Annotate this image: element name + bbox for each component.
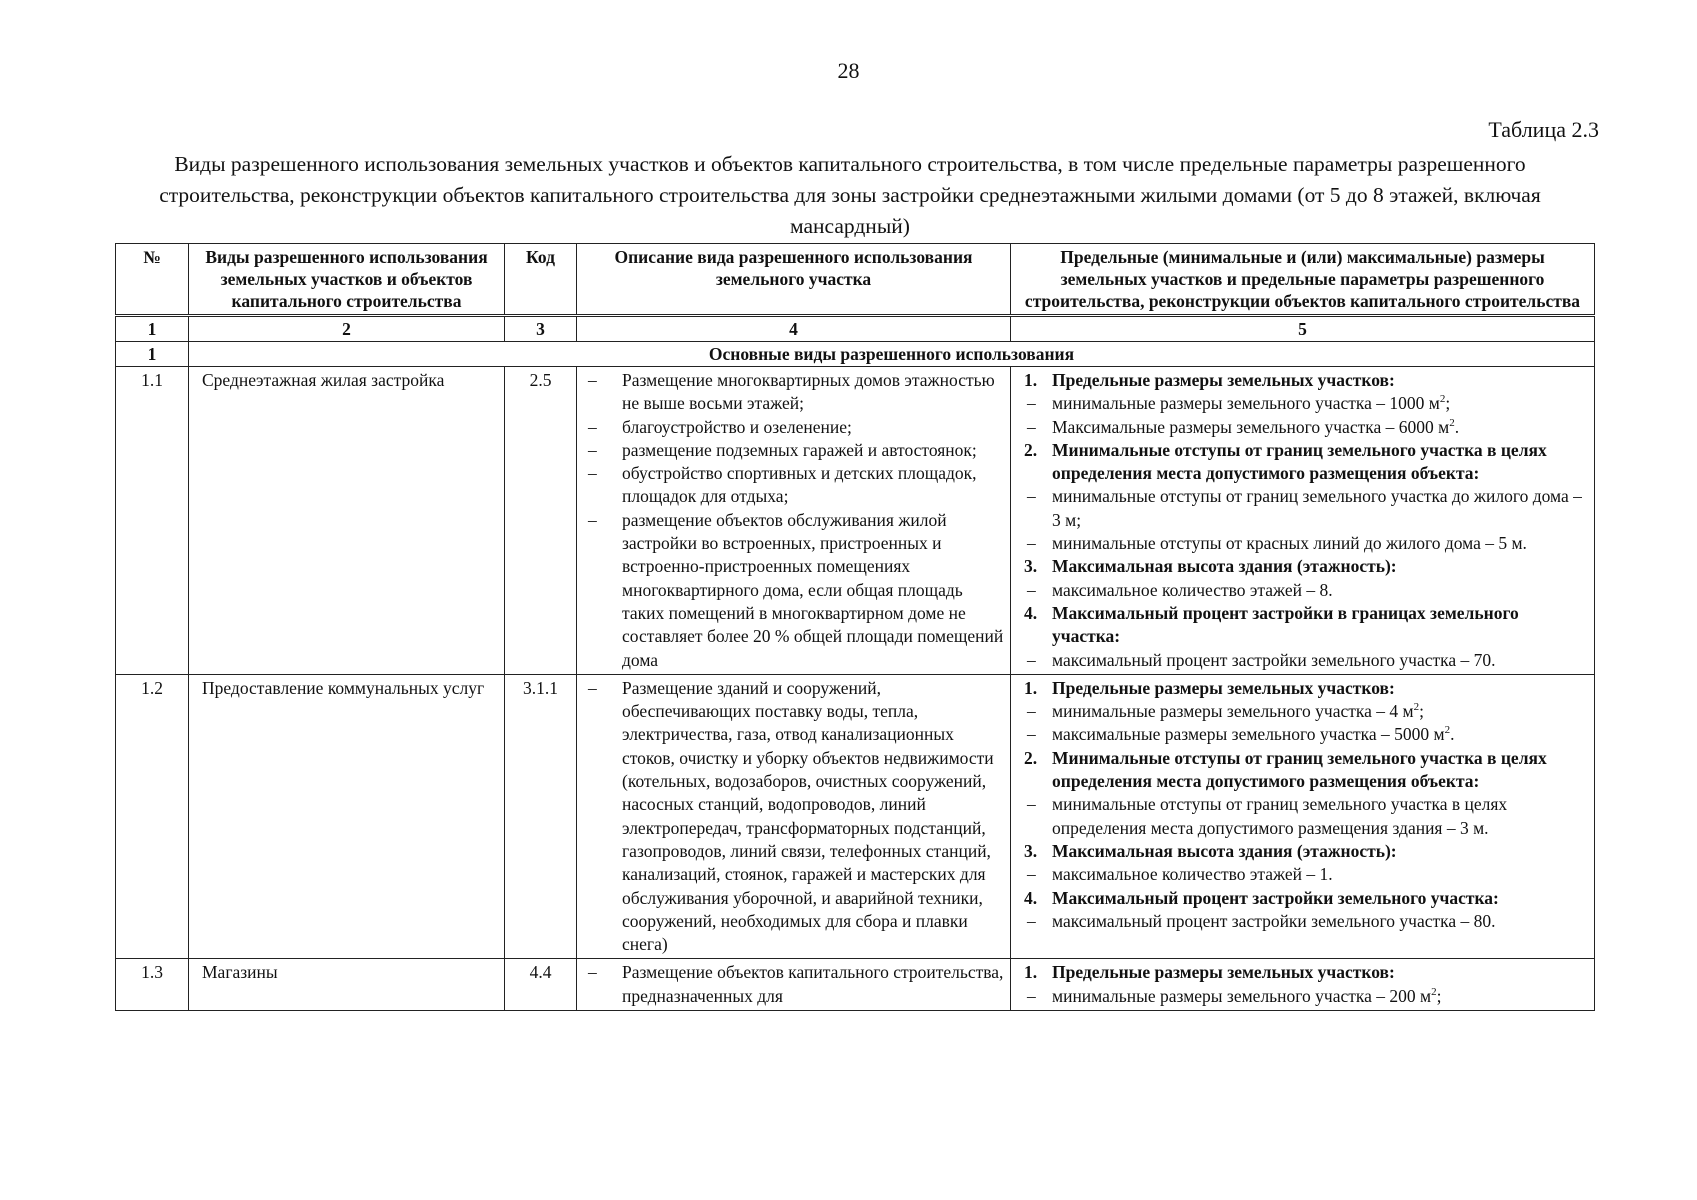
param-marker: – — [1027, 910, 1036, 931]
header-row — [116, 244, 1595, 316]
param-unit-superscript: 2 — [1431, 985, 1437, 998]
row-params — [1011, 959, 1595, 1011]
param-item — [1016, 485, 1589, 532]
param-item — [1016, 863, 1589, 886]
param-item — [1016, 985, 1589, 1008]
param-punctuation: ; — [1445, 393, 1451, 414]
param-marker: – — [1027, 486, 1036, 507]
row-number: 1.1 — [116, 367, 189, 675]
param-text: Предельные размеры земельных участков: — [1052, 370, 1395, 390]
section-title: Основные виды разрешенного использования — [189, 342, 1595, 367]
row-params — [1011, 367, 1595, 675]
param-text: минимальные отступы от границ земельного участка в целях определения места допустимого размещения здания – 3 м. — [1052, 794, 1508, 838]
param-text: максимальный процент застройки земельного участка – 80. — [1052, 910, 1496, 931]
description-item: – Размещение объектов капитального строительства, предназначенных для — [582, 961, 1005, 1008]
param-marker: – — [1027, 701, 1036, 722]
param-item — [1016, 910, 1589, 933]
param-text: максимальный процент застройки земельного участка – 70. — [1052, 649, 1496, 670]
description-item: – благоустройство и озеленение; — [582, 416, 1005, 439]
param-text: минимальные размеры земельного участка – 200 м — [1052, 985, 1432, 1006]
param-text: минимальные отступы от красных линий до жилого дома – 5 м. — [1052, 533, 1527, 554]
param-text: Предельные размеры земельных участков: — [1052, 677, 1395, 698]
param-marker: – — [1027, 649, 1036, 670]
param-punctuation: . — [1454, 416, 1460, 437]
param-text: Максимальный процент застройки земельного участка: — [1052, 887, 1499, 908]
param-heading — [1016, 369, 1589, 392]
description-item: – размещение объектов обслуживания жилой застройки во встроенных, пристроенных и встроенно-пристроенных помещениях многоквартирного дома, если общая площадь таких помещений в многоквартирном доме не составляет более 20 % общей площади помещений дома — [582, 509, 1005, 672]
param-heading — [1016, 677, 1589, 700]
param-marker: 3. — [1024, 840, 1038, 861]
param-item — [1016, 649, 1589, 672]
param-text: Предельные размеры земельных участков: — [1052, 962, 1395, 983]
param-text: максимальные размеры земельного участка – 5000 м — [1052, 724, 1445, 745]
param-marker: 1. — [1024, 962, 1038, 983]
param-marker: 3. — [1024, 556, 1038, 577]
row-params — [1011, 674, 1595, 959]
param-punctuation: . — [1450, 724, 1455, 745]
column-number: 2 — [189, 316, 505, 342]
param-marker: – — [1027, 724, 1036, 745]
param-text: Минимальные отступы от границ земельного участка в целях определения места допустимого размещения объекта: — [1052, 747, 1547, 792]
row-description — [577, 674, 1011, 959]
param-marker: 2. — [1024, 439, 1038, 460]
param-marker: – — [1027, 416, 1036, 437]
table-row — [116, 367, 1595, 675]
row-number: 1.2 — [116, 674, 189, 959]
param-text: максимальное количество этажей – 1. — [1052, 864, 1333, 885]
param-heading — [1016, 439, 1589, 486]
param-unit-superscript: 2 — [1413, 701, 1420, 714]
param-marker: 1. — [1024, 370, 1038, 390]
param-heading — [1016, 602, 1589, 649]
param-item — [1016, 392, 1589, 415]
param-item — [1016, 700, 1589, 723]
header-params: Предельные (минимальные и (или) максимальные) размеры земельных участков и предельные параметры разрешенного строительства, реконструкции объектов капитального строительства — [1011, 244, 1595, 316]
param-marker: – — [1027, 533, 1036, 554]
row-code: 3.1.1 — [505, 674, 577, 959]
param-unit-superscript: 2 — [1449, 416, 1455, 429]
param-marker: – — [1027, 393, 1036, 414]
param-text: минимальные размеры земельного участка – 1000 м — [1052, 393, 1440, 414]
param-heading — [1016, 887, 1589, 910]
param-heading — [1016, 747, 1589, 794]
header-code: Код — [505, 244, 577, 316]
row-use-name: Предоставление коммунальных услуг — [189, 674, 505, 959]
row-use-name: Среднеэтажная жилая застройка — [189, 367, 505, 675]
param-marker: 4. — [1024, 887, 1038, 908]
param-text: Максимальная высота здания (этажность): — [1052, 840, 1397, 861]
land-use-table — [115, 243, 1595, 1011]
row-use-name: Магазины — [189, 959, 505, 1011]
column-number: 3 — [505, 316, 577, 342]
param-text: минимальные размеры земельного участка – 4 м — [1052, 701, 1414, 722]
param-marker: 2. — [1024, 747, 1038, 768]
column-number: 5 — [1011, 316, 1595, 342]
param-marker: – — [1027, 794, 1036, 815]
header-name: Виды разрешенного использования земельных участков и объектов капитального строительства — [189, 244, 505, 316]
table-row — [116, 959, 1595, 1011]
row-description — [577, 367, 1011, 675]
param-item — [1016, 793, 1589, 840]
param-item — [1016, 416, 1589, 439]
description-item: – обустройство спортивных и детских площадок, площадок для отдыха; — [582, 462, 1005, 509]
column-number: 1 — [116, 316, 189, 342]
column-number: 4 — [577, 316, 1011, 342]
row-code: 4.4 — [505, 959, 577, 1011]
param-item — [1016, 579, 1589, 602]
description-item: – Размещение многоквартирных домов этажностью не выше восьми этажей; — [582, 369, 1005, 416]
param-heading — [1016, 961, 1589, 984]
param-heading — [1016, 555, 1589, 578]
param-unit-superscript: 2 — [1444, 724, 1451, 737]
row-code: 2.5 — [505, 367, 577, 675]
param-item — [1016, 723, 1589, 746]
param-text: Минимальные отступы от границ земельного участка в целях определения места допустимого размещения объекта: — [1052, 439, 1547, 484]
table-caption: Виды разрешенного использования земельных участков и объектов капитального строительства, в том числе предельные параметры разрешенного строительства, реконструкции объектов капитального строительства для зоны застройки среднеэтажными жилыми домами (от 5 до 8 этажей, включая мансардный) — [159, 152, 1541, 238]
param-text: Максимальный процент застройки в границах земельного участка: — [1052, 602, 1519, 647]
param-unit-superscript: 2 — [1439, 393, 1446, 406]
column-numbers-row — [116, 316, 1595, 342]
table-label: Таблица 2.3 — [1488, 117, 1599, 142]
description-item: – Размещение зданий и сооружений, обеспечивающих поставку воды, тепла, электричества, газа, отвод канализационных стоков, очистку и уборку объектов недвижимости (котельных, водозаборов, очистных сооружений, насосных станций, водопроводов, линий электропередач, трансформаторных подстанций, газопроводов, линий связи, телефонных станций, канализаций, стоянок, гаражей и мастерских для обслуживания уборочной, и аварийной техники, сооружений, необходимых для сбора и плавки снега) — [582, 677, 1005, 957]
param-heading — [1016, 840, 1589, 863]
param-marker: – — [1027, 864, 1036, 885]
page-number: 28 — [837, 58, 860, 83]
param-marker: 4. — [1024, 602, 1038, 623]
section-row — [116, 342, 1595, 367]
row-description — [577, 959, 1011, 1011]
param-text: Максимальная высота здания (этажность): — [1052, 556, 1397, 577]
param-item — [1016, 532, 1589, 555]
param-text: Максимальные размеры земельного участка – 6000 м — [1052, 416, 1450, 437]
param-marker: – — [1027, 985, 1036, 1006]
header-num: № — [116, 244, 189, 316]
param-text: максимальное количество этажей – 8. — [1052, 579, 1333, 600]
table-row — [116, 674, 1595, 959]
description-item: – размещение подземных гаражей и автостоянок; — [582, 439, 1005, 462]
row-number: 1.3 — [116, 959, 189, 1011]
param-marker: 1. — [1024, 677, 1038, 698]
section-number: 1 — [116, 342, 189, 367]
header-description: Описание вида разрешенного использования земельного участка — [577, 244, 1011, 316]
param-punctuation: ; — [1436, 985, 1442, 1006]
param-text: минимальные отступы от границ земельного участка до жилого дома – 3 м; — [1052, 486, 1582, 530]
param-marker: – — [1027, 579, 1036, 600]
param-punctuation: ; — [1419, 701, 1424, 722]
